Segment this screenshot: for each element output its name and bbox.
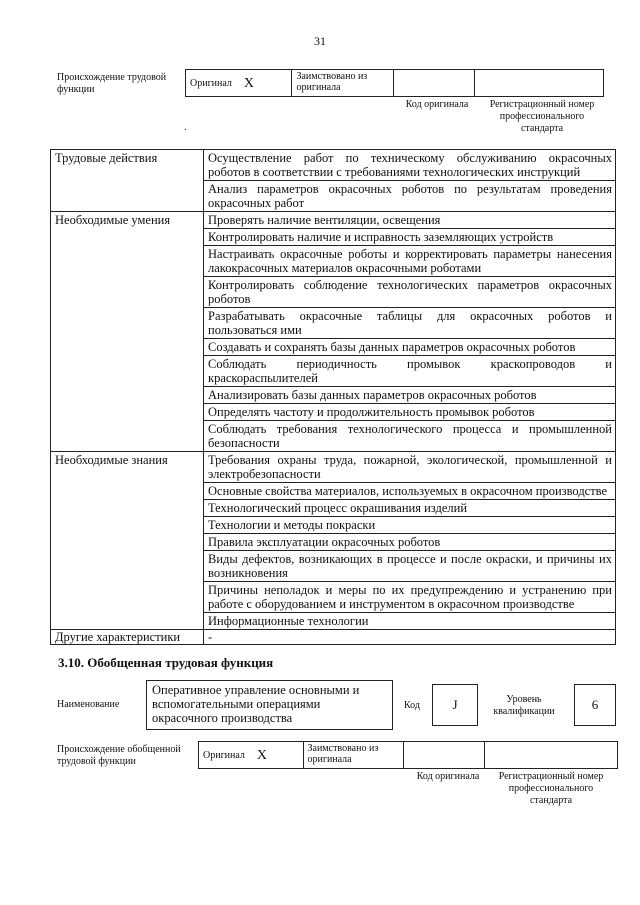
table-cell: Правила эксплуатации окрасочных роботов: [204, 534, 616, 551]
origin-label: Происхождение трудовой функции: [57, 72, 167, 95]
original-label: Оригинал: [190, 77, 232, 89]
other-header: Другие характеристики: [51, 630, 204, 645]
table-cell: Соблюдать требования технологического процесса и промышленной безопасности: [204, 421, 616, 452]
origin-label: Происхождение обобщенной трудовой функции: [57, 744, 181, 767]
registration-number-cell: [474, 70, 603, 96]
table-cell: Настраивать окрасочные роботы и корректировать параметры нанесения лакокрасочных материалов окрасочными роботами: [204, 246, 616, 277]
skills-header: Необходимые умения: [51, 212, 204, 452]
function-name-box: Оперативное управление основными и вспомогательными операциями окрасочного производства: [146, 680, 393, 730]
table-cell: Соблюдать периодичность промывок краскопроводов и краскораспылителей: [204, 356, 616, 387]
table-cell: Создавать и сохранять базы данных параметров окрасочных роботов: [204, 339, 616, 356]
table-cell: Разрабатывать окрасочные таблицы для окрасочных роботов и пользоваться ими: [204, 308, 616, 339]
table-cell: Анализировать базы данных параметров окрасочных роботов: [204, 387, 616, 404]
registration-number-label: Регистрационный номер профессионального стандарта: [498, 771, 604, 806]
origin-box: [185, 69, 604, 97]
table-cell: -: [204, 630, 616, 645]
table-row: [51, 630, 616, 645]
table-cell: Анализ параметров окрасочных роботов по результатам проведения окрасочных работ: [204, 181, 616, 212]
labor-function-table: [50, 149, 616, 645]
section-title: 3.10. Обобщенная трудовая функция: [58, 655, 274, 670]
name-label: Наименование: [57, 699, 120, 710]
origin-box: [198, 741, 618, 769]
code-label: Код: [404, 700, 420, 711]
table-row: [51, 452, 616, 483]
table-cell: Основные свойства материалов, используемых в окрасочном производстве: [204, 483, 616, 500]
table-cell: Контролировать наличие и исправность заземляющих устройств: [204, 229, 616, 246]
table-cell: Определять частоту и продолжительность промывок роботов: [204, 404, 616, 421]
table-cell: Причины неполадок и меры по их предупреждению и устранению при работе с оборудованием и инструментом в окрасочном производстве: [204, 582, 616, 613]
table-cell: Информационные технологии: [204, 613, 616, 630]
code-box: J: [432, 684, 478, 726]
registration-number-cell: [484, 742, 617, 768]
table-cell: Контролировать соблюдение технологических параметров окрасочных роботов: [204, 277, 616, 308]
original-cell: [186, 70, 291, 96]
knowledge-header: Необходимые знания: [51, 452, 204, 630]
original-mark: X: [243, 75, 255, 91]
registration-number-label: Регистрационный номер профессионального стандарта: [489, 99, 595, 134]
original-mark: X: [256, 747, 268, 763]
table-row: [51, 212, 616, 229]
page-number: 31: [314, 34, 326, 48]
borrowed-cell: Заимствовано из оригинала: [291, 70, 393, 96]
level-box: 6: [574, 684, 616, 726]
table-cell: Технологический процесс окрашивания изделий: [204, 500, 616, 517]
borrowed-cell: Заимствовано из оригинала: [303, 742, 404, 768]
table-cell: Проверять наличие вентиляции, освещения: [204, 212, 616, 229]
table-cell: Осуществление работ по техническому обслуживанию окрасочных роботов в соответствии с требованиями технологических инструкций: [204, 150, 616, 181]
original-label: Оригинал: [203, 749, 245, 761]
original-code-cell: [393, 70, 474, 96]
original-cell: [199, 742, 303, 768]
table-cell: Виды дефектов, возникающих в процессе и после окраски, и причины их возникновения: [204, 551, 616, 582]
table-row: [51, 150, 616, 181]
original-code-label: Код оригинала: [416, 771, 480, 782]
level-label: Уровень квалификации: [493, 694, 555, 717]
table-cell: Требования охраны труда, пожарной, экологической, промышленной и электробезопасности: [204, 452, 616, 483]
original-code-label: Код оригинала: [405, 99, 469, 110]
stray-mark: .: [184, 122, 187, 133]
table-cell: Технологии и методы покраски: [204, 517, 616, 534]
original-code-cell: [403, 742, 484, 768]
labor-actions-header: Трудовые действия: [51, 150, 204, 212]
